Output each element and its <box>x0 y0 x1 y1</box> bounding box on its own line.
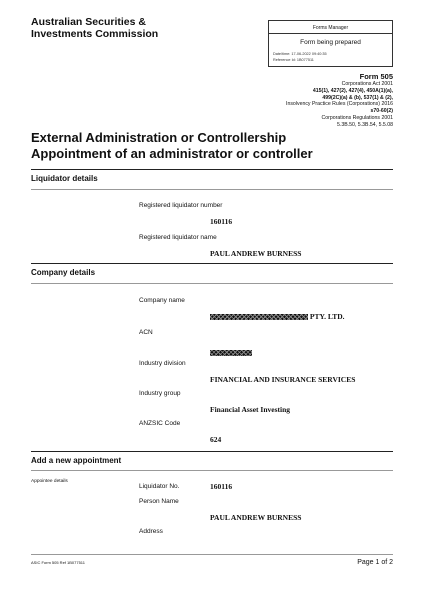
organisation-name <box>31 16 158 40</box>
forms-manager-title: Forms Manager <box>312 25 349 31</box>
liquidator-no-label: Liquidator No. <box>139 483 180 490</box>
anzsic-label: ANZSIC Code <box>139 420 181 427</box>
company-name-suffix: PTY. LTD. <box>309 312 345 321</box>
new-appointment-heading: Add a new appointment <box>31 456 122 465</box>
act-sections-2: 499(2C)(a) & (b), 537(1) & (2), <box>322 94 393 101</box>
industry-division-value: FINANCIAL AND INSURANCE SERVICES <box>210 375 356 384</box>
form-reference: Reference Id: 1B077511 <box>273 58 314 62</box>
title-line-2: Appointment of an administrator or controller <box>31 146 313 161</box>
forms-manager-divider <box>269 33 392 34</box>
insolvency-rules: Insolvency Practice Rules (Corporations) 2016 <box>286 101 393 108</box>
acn-label: ACN <box>139 329 153 336</box>
acn-value <box>210 344 252 352</box>
section-divider <box>31 263 393 264</box>
company-details-heading: Company details <box>31 268 96 277</box>
redacted-company-name <box>210 314 308 320</box>
forms-manager-box <box>268 20 393 67</box>
liquidator-name-value: PAUL ANDREW BURNESS <box>210 249 302 258</box>
company-name-label: Company name <box>139 297 185 304</box>
company-name-value <box>210 312 345 321</box>
redacted-acn <box>210 350 252 356</box>
appointee-details-label: Appointee details <box>31 479 68 484</box>
liquidator-number-label: Registered liquidator number <box>139 202 223 209</box>
form-number: Form 505 <box>359 72 393 81</box>
section-divider-thin <box>31 470 393 471</box>
page-number: Page 1 of 2 <box>357 559 393 566</box>
industry-group-value: Financial Asset Investing <box>210 405 291 414</box>
regulations-name: Corporations Regulations 2001 <box>321 114 393 121</box>
section-divider <box>31 169 393 170</box>
section-divider-thin <box>31 189 393 190</box>
org-line-2: Investments Commission <box>31 28 159 40</box>
person-name-value: PAUL ANDREW BURNESS <box>210 513 302 522</box>
section-divider-thin <box>31 283 393 284</box>
anzsic-value: 624 <box>210 435 222 444</box>
org-line-1: Australian Securities & <box>31 16 146 28</box>
form-datetime: Date/time: 17-06-2022 09:40:35 <box>273 52 327 56</box>
person-name-label: Person Name <box>139 498 179 505</box>
industry-group-label: Industry group <box>139 390 181 397</box>
page-title <box>31 130 313 162</box>
title-line-1: External Administration or Controllership <box>31 130 287 145</box>
regulation-numbers: 5.3B.50, 5.3B.54, 5.5.08 <box>337 121 393 128</box>
act-name: Corporations Act 2001 <box>341 81 393 87</box>
form-legislation-info <box>286 72 393 129</box>
act-sections-1: 415(1), 427(2), 427(4), 450A(1)(a), <box>312 87 393 94</box>
industry-division-label: Industry division <box>139 360 186 367</box>
footer-divider <box>31 554 393 555</box>
liquidator-name-label: Registered liquidator name <box>139 234 217 241</box>
address-label: Address <box>139 528 163 535</box>
liquidator-number-value: 160116 <box>210 217 233 226</box>
section-divider <box>31 451 393 452</box>
liquidator-no-value: 160116 <box>210 482 233 491</box>
footer-reference: ASIC Form 505 Ref 1B077511 <box>31 560 85 565</box>
form-status: Form being prepared <box>300 39 361 46</box>
liquidator-details-heading: Liquidator details <box>31 174 98 183</box>
insolvency-rule-number: s70-60(2) <box>370 108 393 115</box>
